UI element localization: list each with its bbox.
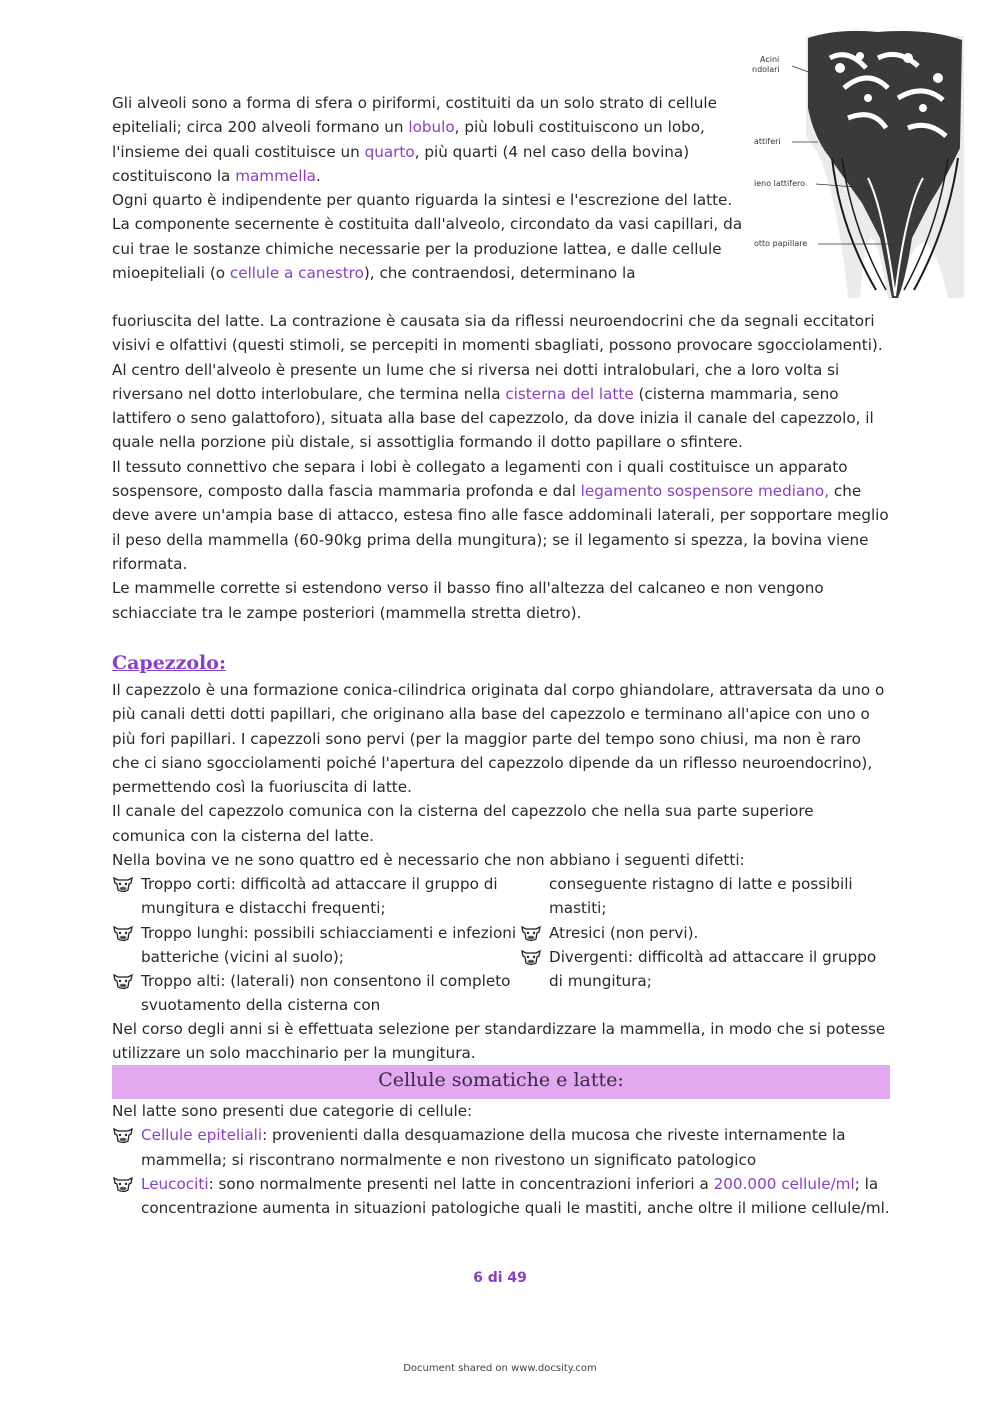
body-text [112,309,890,625]
paragraph-lume: Al centro dell'alveolo è presente un lume che si riversa nei dotti intralobulari, che a loro volta si riversano nel dotto interlobulare, che termina nella cisterna del latte (cisterna mammaria, seno lattifero o seno galattoforo), situata alla base del capezzolo, da dove inizia il canale del capezzolo, il quale nella porzione più distale, si assottiglia formando il dotto papillare o sfintere. [112,360,874,452]
label-seno-lattifero: ieno lattifero [754,179,806,188]
label-acini: Acini [760,55,780,64]
page-number: 6 di 49 [473,1270,527,1286]
label-dotto-papillare: otto papillare [754,239,808,248]
paragraph-cellule-intro: Nel latte sono presenti due categorie di cellule: [112,1102,473,1120]
term-soglia-cellule: 200.000 cellule/ml [713,1174,855,1193]
paragraph-selezione: Nel corso degli anni si è effettuata selezione per standardizzare la mammella, in modo che si potesse utilizzare un solo macchinario per la mungitura. [112,1020,886,1063]
term-lobulo: lobulo [408,118,455,137]
list-item: Leucociti: sono normalmente presenti nel latte in concentrazioni inferiori a 200.000 cellule/ml; la concentrazione aumenta in situazioni patologiche quali le mastiti, anche oltre il milione cellule/ml. [112,1172,890,1221]
paragraph-capezzolo-2: Il canale del capezzolo comunica con la cisterna del capezzolo che nella sua parte superiore comunica con la cisterna del latte. [112,802,814,845]
defects-list [112,872,892,1018]
term-quarto: quarto [364,142,415,161]
list-item: Atresici (non pervi). [520,921,892,945]
list-item: Divergenti: difficoltà ad attaccare il gruppo di mungitura; [520,945,892,994]
cow-face-icon [112,1126,134,1144]
udder-anatomy-figure [748,28,966,300]
term-legamento: legamento sospensore mediano, [580,482,830,501]
label-ghiandolari: ndolari [752,65,780,74]
cow-face-icon [520,924,542,942]
footer-docsity: Document shared on www.docsity.com [403,1363,597,1374]
term-cellule-epiteliali: Cellule epiteliali [141,1126,263,1145]
cow-face-icon [112,875,134,893]
selection-text [112,1017,890,1066]
list-item: Troppo corti: difficoltà ad attaccare il gruppo di mungitura e distacchi frequenti; [112,872,520,921]
defects-column-left [112,872,520,1018]
paragraph-mammelle-corrette: Le mammelle corrette si estendono verso il basso fino all'altezza del calcaneo e non vengono schiacciate tra le zampe posteriori (mammella stretta dietro). [112,579,824,622]
cow-face-icon [112,1175,134,1193]
list-item-continuation: conseguente ristagno di latte e possibili mastiti; [549,875,853,918]
paragraph-capezzolo-1: Il capezzolo è una formazione conica-cilindrica originata dal corpo ghiandolare, attraversata da uno o più canali detti dotti papillari, che originano alla base del capezzolo e terminano all'apice con uno o più fori papillari. I capezzoli sono pervi (per la maggior parte del tempo sono chiusi, ma non è raro che ci siano sgocciolamenti poiché l'apertura del capezzolo dipende da un riflesso neuroendocrino), permettendo così la fuoriuscita di latte. [112,681,885,797]
paragraph-quarto: Ogni quarto è indipendente per quanto riguarda la sintesi e l'escrezione del latte. [112,191,733,210]
paragraph-secernente: La componente secernente è costituita dall'alveolo, circondato da vasi capillari, da cui trae le sostanze chimiche necessarie per la produzione lattea, e dalle cellule mioepiteliali (o cellule a canestro), che contraendosi, determinano la [112,215,743,283]
heading-capezzolo: Capezzolo: [112,652,226,674]
cow-face-icon [520,948,542,966]
defects-column-right [520,872,892,1018]
list-item: Troppo alti: (laterali) non consentono il completo svuotamento della cisterna con [112,969,520,1018]
intro-text [112,91,744,285]
cellule-text [112,1099,890,1220]
cow-face-icon [112,924,134,942]
paragraph-tessuto: Il tessuto connettivo che separa i lobi è collegato a legamenti con i quali costituisce un apparato sospensore, composto dalla fascia mammaria profonda e dal legamento sospensore mediano, che deve avere un'ampia base di attacco, estesa fino alle fasce addominali laterali, per sopportare meglio il peso della mammella (60-90kg prima della mungitura); se il legamento si spezza, la bovina viene riformata. [112,457,889,573]
paragraph-capezzolo-3: Nella bovina ve ne sono quattro ed è necessario che non abbiano i seguenti difetti: [112,851,745,870]
paragraph-contrazione: fuoriuscita del latte. La contrazione è causata sia da riflessi neuroendocrini che da segnali eccitatori visivi e olfattivi (questi stimoli, se percepiti in momenti sbagliati, possono provocare sgocciolamenti). [112,312,883,355]
cow-face-icon [112,972,134,990]
paragraph-alveoli: Gli alveoli sono a forma di sfera o piriformi, costituiti da un solo strato di cellule epiteliali; circa 200 alveoli formano un lobulo, più lobuli costituiscono un lobo, l'insieme dei quali costituisce un quarto, più quarti (4 nel caso della bovina) costituiscono la mammella. [112,94,717,185]
term-cellule-canestro: cellule a canestro [229,264,364,283]
capezzolo-text [112,678,890,872]
term-leucociti: Leucociti [141,1174,209,1193]
term-mammella: mammella [235,166,316,185]
section-banner-cellule: Cellule somatiche e latte: [112,1065,890,1099]
list-item: Cellule epiteliali: provenienti dalla desquamazione della mucosa che riveste internamente la mammella; si riscontrano normalmente e non rivestono un significato patologico [112,1123,890,1172]
term-cisterna-latte: cisterna del latte [505,384,634,403]
label-dotti-lattiferi: attiferi [754,137,781,146]
list-item: Troppo lunghi: possibili schiacciamenti e infezioni batteriche (vicini al suolo); [112,921,520,970]
